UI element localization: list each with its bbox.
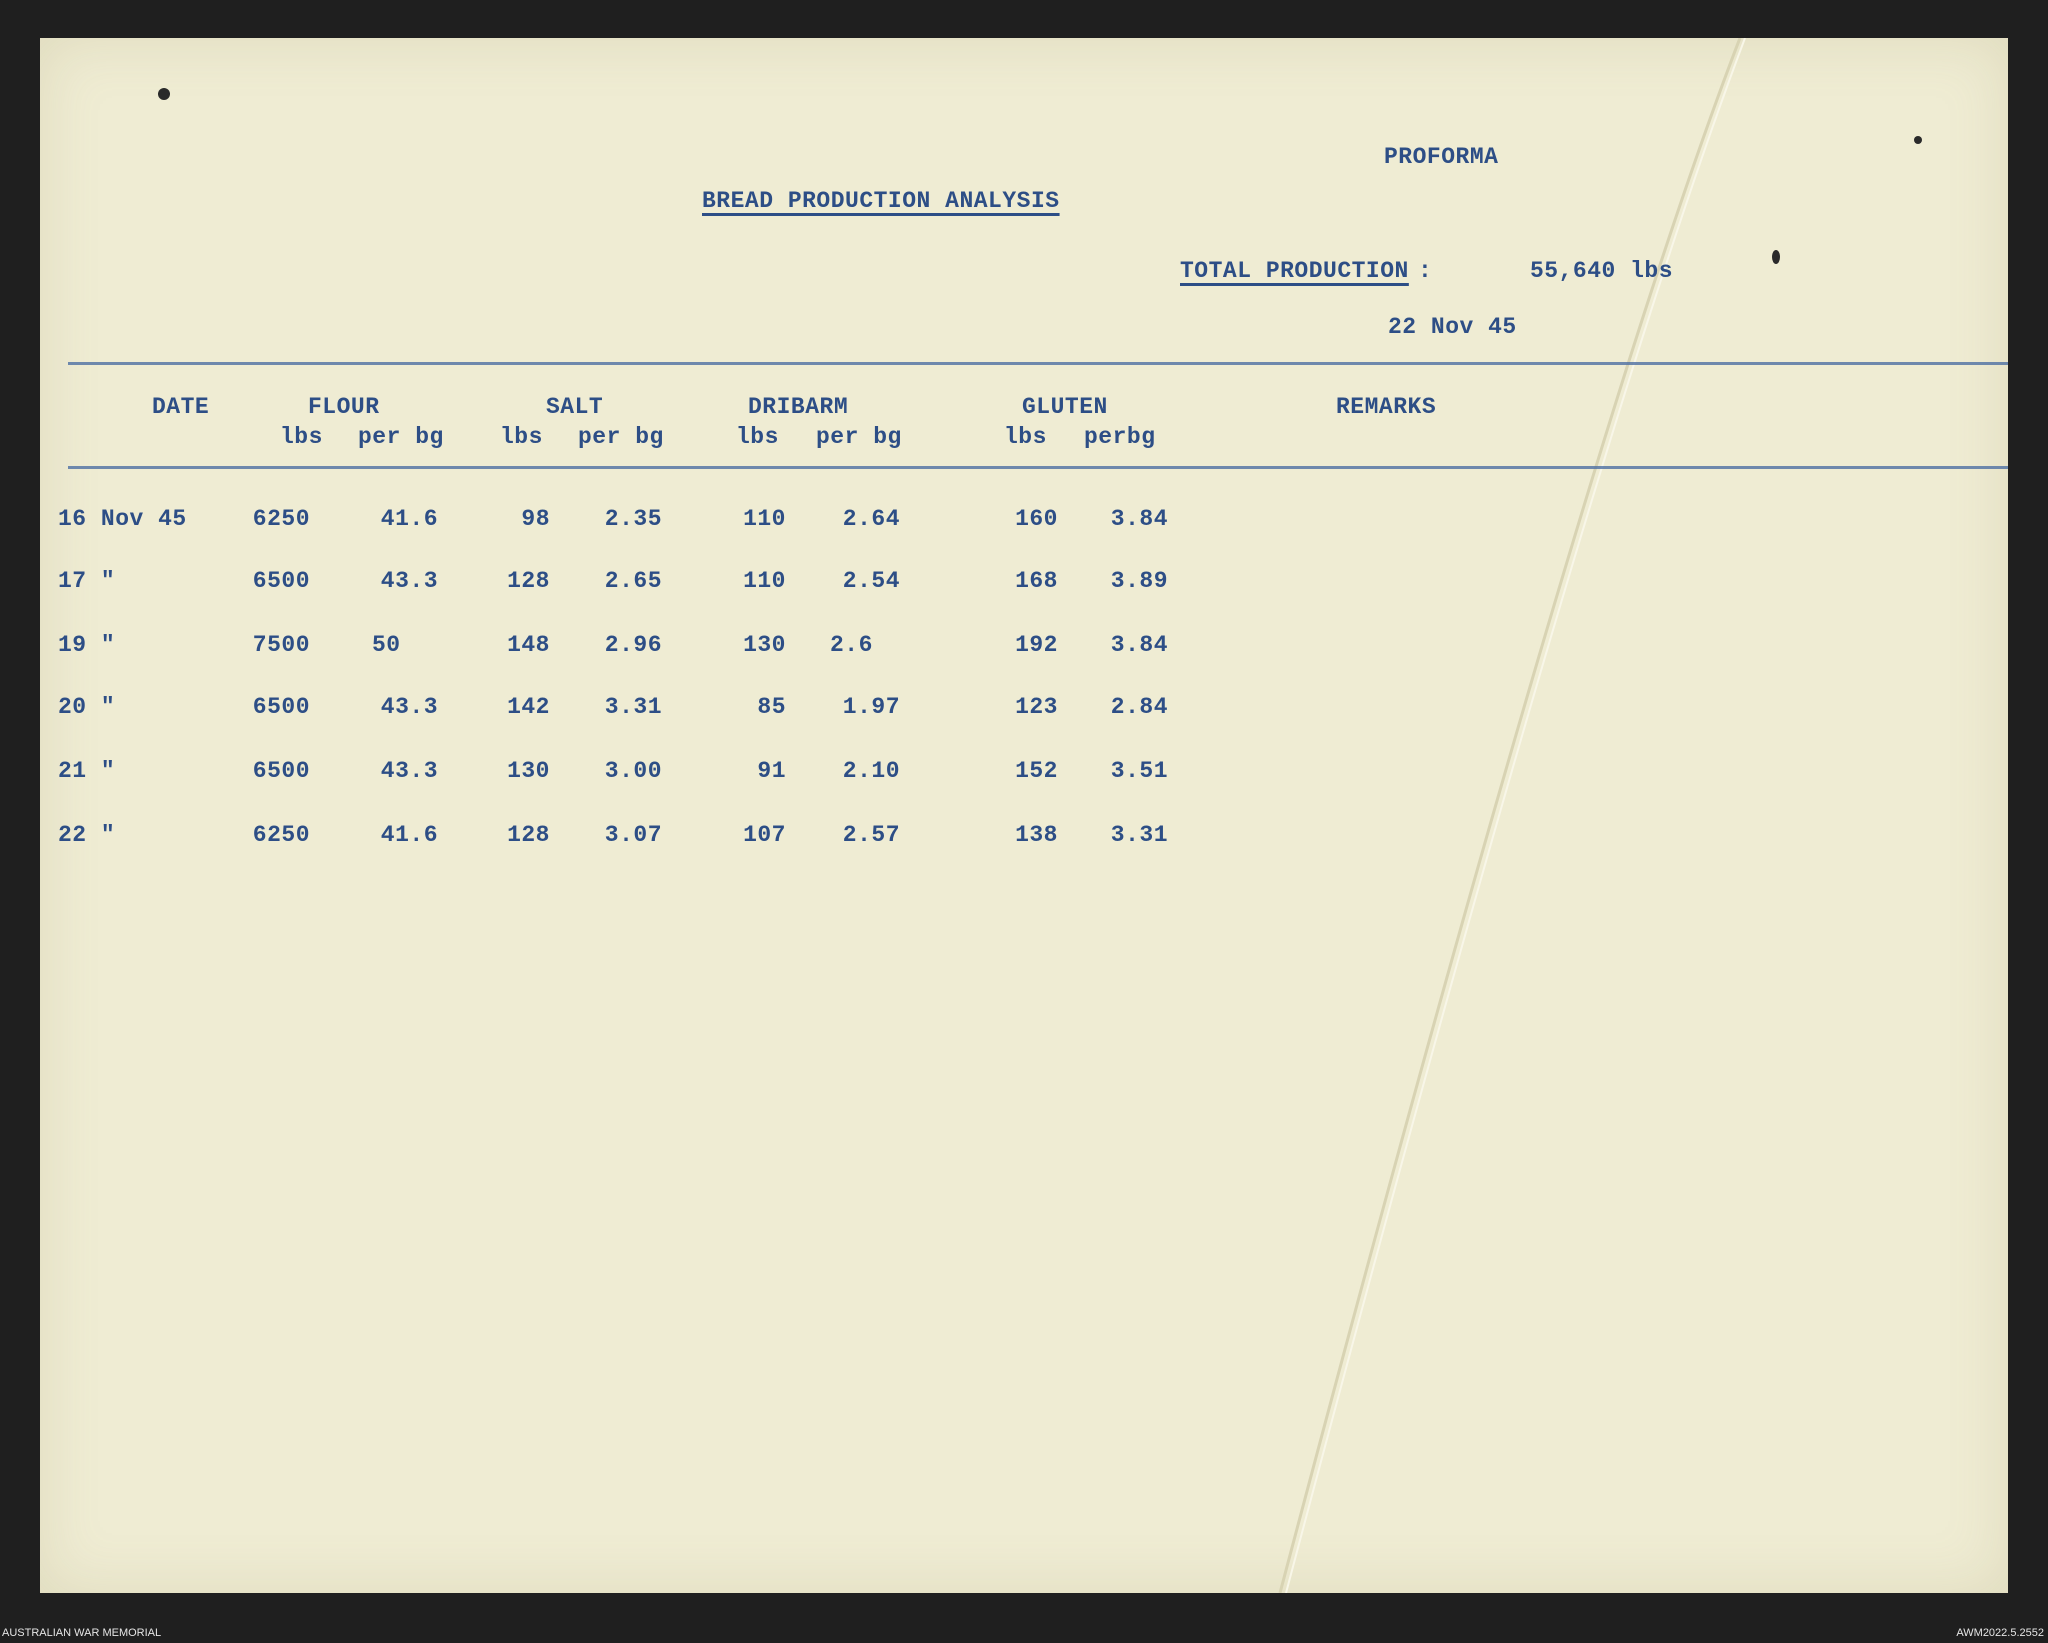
cell-salt-lbs: 128 [507,568,550,594]
cell-date: 19 " [58,632,116,658]
subheader-dribarm-lbs: lbs [736,424,779,450]
cell-salt-per: 2.35 [604,506,662,532]
cell-gluten-lbs: 160 [1015,506,1058,532]
cell-flour-per: 41.6 [380,506,438,532]
cell-salt-per: 2.96 [604,632,662,658]
cell-flour-per: 43.3 [380,758,438,784]
cell-gluten-per: 3.51 [1110,758,1168,784]
header-date: DATE [152,394,210,420]
cell-salt-per: 3.00 [604,758,662,784]
archive-caption-right: AWM2022.5.2552 [1956,1627,2044,1639]
cell-salt-per: 3.31 [604,694,662,720]
proforma-label: PROFORMA [1384,144,1499,170]
cell-dribarm-lbs: 110 [743,568,786,594]
cell-dribarm-lbs: 130 [743,632,786,658]
cell-salt-per: 3.07 [604,822,662,848]
header-dribarm: DRIBARM [748,394,849,420]
cell-flour-per: 43.3 [380,694,438,720]
cell-date: 21 " [58,758,116,784]
cell-date: 16 Nov 45 [58,506,187,532]
cell-gluten-lbs: 138 [1015,822,1058,848]
subheader-salt-lbs: lbs [500,424,543,450]
header-gluten: GLUTEN [1022,394,1108,420]
punch-mark [1914,136,1922,144]
cell-dribarm-per: 2.57 [842,822,900,848]
cell-salt-lbs: 142 [507,694,550,720]
subheader-flour-lbs: lbs [280,424,323,450]
header-rule-bottom [68,466,2008,469]
cell-gluten-per: 3.84 [1110,632,1168,658]
header-rule-top [68,362,2008,365]
cell-salt-lbs: 98 [521,506,550,532]
punch-mark [1772,250,1780,264]
archive-caption-left: AUSTRALIAN WAR MEMORIAL [2,1627,162,1639]
header-salt: SALT [546,394,604,420]
cell-gluten-lbs: 168 [1015,568,1058,594]
cell-flour-lbs: 7500 [252,632,310,658]
total-production-label: TOTAL PRODUCTION [1180,258,1409,284]
cell-gluten-per: 2.84 [1110,694,1168,720]
document-page [40,38,2008,1593]
cell-flour-lbs: 6250 [252,822,310,848]
subheader-gluten-per: perbg [1084,424,1156,450]
total-production-value: 55,640 lbs [1530,258,1674,284]
cell-date: 20 " [58,694,116,720]
cell-salt-lbs: 130 [507,758,550,784]
cell-salt-lbs: 148 [507,632,550,658]
cell-flour-per: 41.6 [380,822,438,848]
cell-dribarm-per: 2.64 [842,506,900,532]
cell-dribarm-lbs: 107 [743,822,786,848]
cell-gluten-lbs: 192 [1015,632,1058,658]
document-title: BREAD PRODUCTION ANALYSIS [702,188,1060,214]
cell-gluten-per: 3.89 [1110,568,1168,594]
cell-gluten-lbs: 152 [1015,758,1058,784]
total-production-colon: : [1418,258,1433,284]
cell-dribarm-lbs: 91 [757,758,786,784]
header-remarks: REMARKS [1336,394,1437,420]
paper-crease [40,38,2008,1593]
cell-date: 17 " [58,568,116,594]
cell-flour-lbs: 6500 [252,758,310,784]
cell-dribarm-lbs: 85 [757,694,786,720]
cell-flour-per: 50 [372,632,401,658]
cell-gluten-per: 3.31 [1110,822,1168,848]
cell-salt-per: 2.65 [604,568,662,594]
cell-salt-lbs: 128 [507,822,550,848]
subheader-flour-per: per bg [358,424,444,450]
cell-gluten-per: 3.84 [1110,506,1168,532]
document-date: 22 Nov 45 [1388,314,1517,340]
cell-dribarm-per: 2.54 [842,568,900,594]
cell-flour-lbs: 6500 [252,694,310,720]
punch-mark [158,88,170,100]
subheader-dribarm-per: per bg [816,424,902,450]
cell-flour-lbs: 6500 [252,568,310,594]
header-flour: FLOUR [308,394,380,420]
cell-gluten-lbs: 123 [1015,694,1058,720]
cell-dribarm-per: 1.97 [842,694,900,720]
subheader-salt-per: per bg [578,424,664,450]
cell-flour-lbs: 6250 [252,506,310,532]
cell-flour-per: 43.3 [380,568,438,594]
cell-date: 22 " [58,822,116,848]
subheader-gluten-lbs: lbs [1004,424,1047,450]
cell-dribarm-per: 2.10 [842,758,900,784]
cell-dribarm-lbs: 110 [743,506,786,532]
cell-dribarm-per: 2.6 [830,632,873,658]
